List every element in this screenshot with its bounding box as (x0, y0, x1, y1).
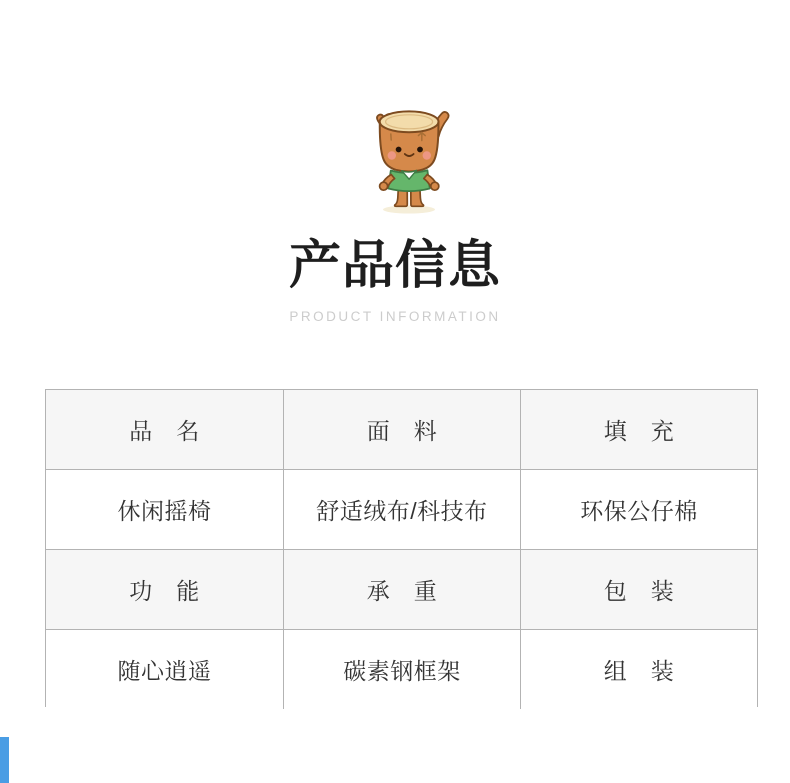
table-cell: 组 装 (520, 630, 757, 709)
mascot-illustration (361, 99, 457, 215)
table-cell: 环保公仔棉 (520, 470, 757, 549)
table-cell: 随心逍遥 (117, 658, 212, 684)
table-cell: 休闲摇椅 (117, 498, 212, 524)
table-cell: 面 料 (283, 390, 520, 469)
table-row-values-1 (46, 469, 757, 549)
table-row-labels-2 (46, 549, 757, 629)
table-cell: 功 能 (129, 578, 200, 604)
page-subtitle: PRODUCT INFORMATION (289, 309, 501, 324)
table-cell: 碳素钢框架 (283, 630, 520, 709)
table-cell: 填 充 (520, 390, 757, 469)
table-cell: 品 名 (129, 418, 200, 444)
table-row-values-2 (46, 629, 757, 709)
table-cell: 舒适绒布/科技布 (283, 470, 520, 549)
tree-stump-mascot-icon (361, 99, 457, 215)
bottom-left-accent-bar (0, 737, 9, 783)
product-spec-table (45, 389, 758, 707)
table-cell: 包 装 (520, 550, 757, 629)
table-row-labels-1 (46, 390, 757, 469)
page-title: 产品信息 (288, 237, 501, 295)
table-cell: 承 重 (283, 550, 520, 629)
